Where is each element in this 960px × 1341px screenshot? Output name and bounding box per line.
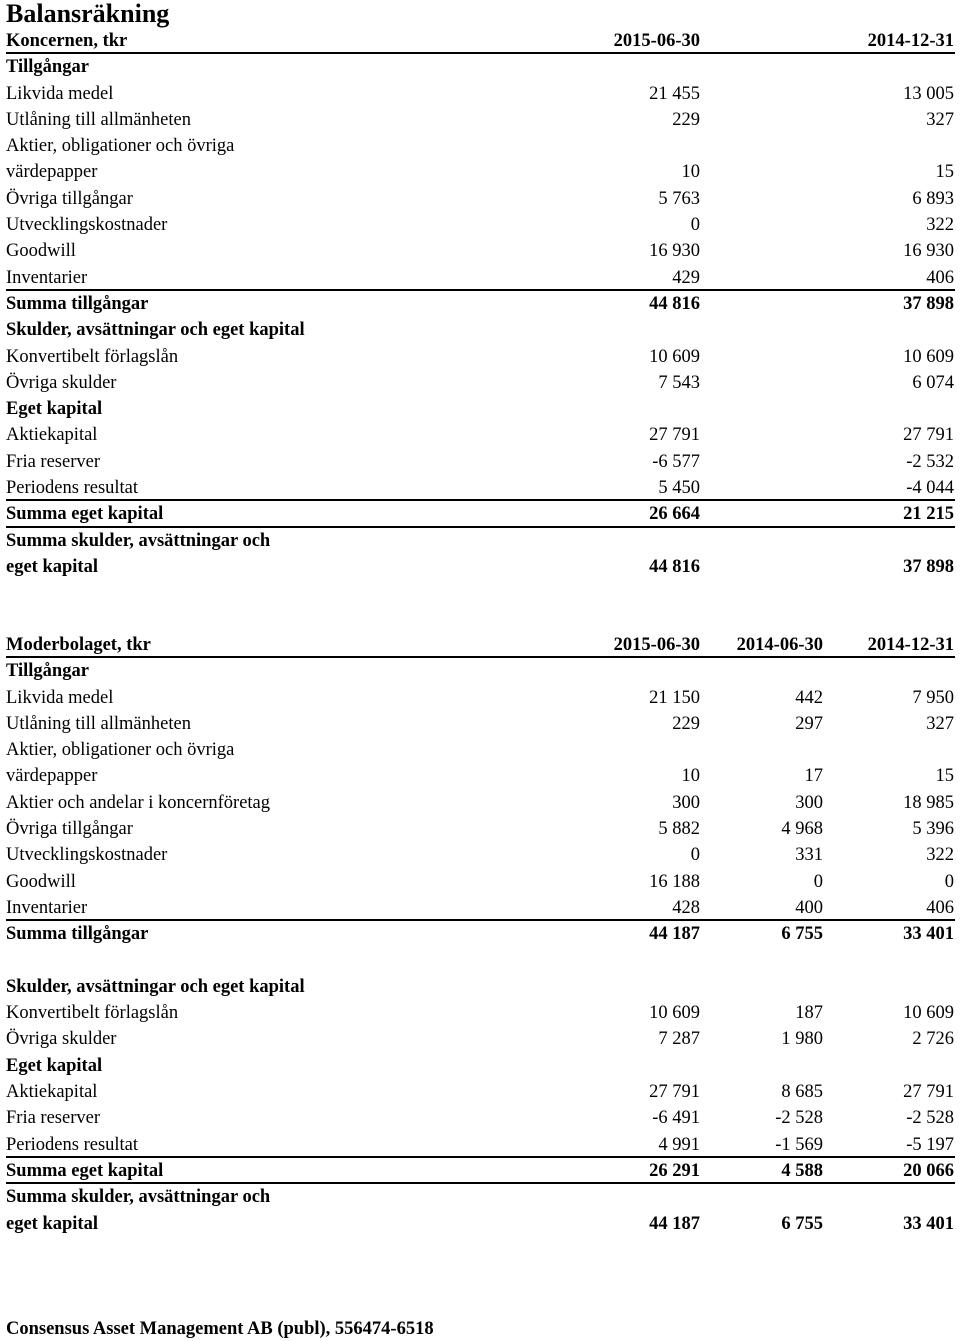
row-label: Konvertibelt förlagslån xyxy=(6,1003,179,1024)
row-value: 27 791 xyxy=(649,1082,700,1103)
row-value: 26 291 xyxy=(649,1160,700,1181)
row-value: 327 xyxy=(926,713,954,734)
table-row xyxy=(6,685,955,711)
row-label: Aktiekapital xyxy=(6,425,98,446)
table-row xyxy=(6,317,955,343)
column-header-date: 2015-06-30 xyxy=(613,635,700,655)
table-row xyxy=(6,869,955,895)
row-value: 6 893 xyxy=(912,188,954,209)
table-title: Koncernen, tkr xyxy=(6,31,128,51)
table-row xyxy=(6,974,955,1000)
row-value: 15 xyxy=(935,162,954,183)
row-label: Aktier, obligationer och övriga xyxy=(6,136,235,157)
row-value: 429 xyxy=(672,267,700,288)
row-value: 44 816 xyxy=(649,556,700,577)
row-value: 10 609 xyxy=(649,346,700,367)
row-value: 21 150 xyxy=(649,687,700,708)
row-value: 5 396 xyxy=(912,819,954,840)
row-label: Eget kapital xyxy=(6,1055,103,1076)
row-label: Summa tillgångar xyxy=(6,293,149,314)
table-row xyxy=(6,658,955,684)
row-value: 13 005 xyxy=(903,83,954,104)
row-value: -5 197 xyxy=(906,1134,954,1155)
row-label: Summa skulder, avsättningar och xyxy=(6,530,271,551)
row-label: Summa eget kapital xyxy=(6,1160,164,1181)
row-value: 300 xyxy=(795,792,823,813)
row-value: 4 968 xyxy=(781,819,823,840)
column-header-date: 2015-06-30 xyxy=(613,31,700,51)
table-row xyxy=(6,1000,955,1026)
table-row xyxy=(6,370,955,396)
row-label: Tillgångar xyxy=(6,661,89,682)
row-value: -2 528 xyxy=(775,1108,823,1129)
row-label: Summa tillgångar xyxy=(6,924,149,945)
row-label: Summa skulder, avsättningar och xyxy=(6,1187,271,1208)
table-row xyxy=(6,790,955,816)
koncern-balance-table xyxy=(6,28,955,580)
table-row xyxy=(6,344,955,370)
table-row xyxy=(6,816,955,842)
table-row xyxy=(6,212,955,238)
row-value: 322 xyxy=(926,215,954,236)
row-value: 187 xyxy=(795,1003,823,1024)
table-row xyxy=(6,842,955,868)
table-row xyxy=(6,1184,955,1210)
table-row xyxy=(6,475,955,501)
row-value: 33 401 xyxy=(903,1213,954,1234)
row-value: 16 930 xyxy=(903,241,954,262)
row-value: 16 188 xyxy=(649,871,700,892)
table-row xyxy=(6,81,955,107)
column-header-date: 2014-06-30 xyxy=(736,635,823,655)
row-value: 5 882 xyxy=(658,819,700,840)
row-value: 27 791 xyxy=(903,425,954,446)
row-value: 8 685 xyxy=(781,1082,823,1103)
row-label: Goodwill xyxy=(6,241,76,262)
row-label: Konvertibelt förlagslån xyxy=(6,346,179,367)
row-value: -6 491 xyxy=(652,1108,700,1129)
row-value: 10 609 xyxy=(903,1003,954,1024)
row-value: 0 xyxy=(690,845,700,866)
column-header-date: 2014-12-31 xyxy=(867,31,954,51)
column-header-date: 2014-12-31 xyxy=(867,635,954,655)
table-title: Moderbolaget, tkr xyxy=(6,635,151,655)
table-row xyxy=(6,396,955,422)
row-value: 0 xyxy=(690,215,700,236)
table-row xyxy=(6,422,955,448)
row-label: Övriga tillgångar xyxy=(6,188,133,209)
row-label: Fria reserver xyxy=(6,451,100,472)
row-label: Inventarier xyxy=(6,267,88,288)
table-row xyxy=(6,186,955,212)
row-label: Skulder, avsättningar och eget kapital xyxy=(6,320,305,341)
row-value: -4 044 xyxy=(906,478,954,499)
row-value: 16 930 xyxy=(649,241,700,262)
row-label: Aktiekapital xyxy=(6,1082,98,1103)
row-value: 6 755 xyxy=(781,1213,823,1234)
row-label: Inventarier xyxy=(6,897,88,918)
row-label: Övriga skulder xyxy=(6,372,117,393)
table-row xyxy=(6,1211,955,1237)
row-label: Likvida medel xyxy=(6,687,114,708)
table-row xyxy=(6,554,955,580)
table-row xyxy=(6,1079,955,1105)
row-label: eget kapital xyxy=(6,556,98,577)
row-value: 15 xyxy=(935,766,954,787)
table-header-row xyxy=(6,632,955,658)
row-value: 21 215 xyxy=(903,504,954,525)
row-value: 26 664 xyxy=(649,504,700,525)
row-label: Övriga tillgångar xyxy=(6,819,133,840)
row-value: 33 401 xyxy=(903,924,954,945)
row-value: 331 xyxy=(795,845,823,866)
row-label: eget kapital xyxy=(6,1213,98,1234)
row-value: 428 xyxy=(672,897,700,918)
row-value: 17 xyxy=(804,766,823,787)
row-label: Fria reserver xyxy=(6,1108,100,1129)
row-value: -2 532 xyxy=(906,451,954,472)
row-label: Aktier, obligationer och övriga xyxy=(6,740,235,761)
table-row xyxy=(6,1105,955,1131)
row-value: 442 xyxy=(795,687,823,708)
row-label: Summa eget kapital xyxy=(6,504,164,525)
table-row xyxy=(6,133,955,159)
row-value: 10 609 xyxy=(903,346,954,367)
row-value: 229 xyxy=(672,713,700,734)
row-value: 44 816 xyxy=(649,293,700,314)
table-row xyxy=(6,238,955,264)
row-value: 21 455 xyxy=(649,83,700,104)
row-value: 1 980 xyxy=(781,1029,823,1050)
table-row xyxy=(6,711,955,737)
row-value: 44 187 xyxy=(649,924,700,945)
row-label: Utlåning till allmänheten xyxy=(6,713,191,734)
row-label: Aktier och andelar i koncernföretag xyxy=(6,792,271,813)
row-value: 406 xyxy=(926,267,954,288)
row-value: 300 xyxy=(672,792,700,813)
table-header-row xyxy=(6,28,955,54)
table-row xyxy=(6,159,955,185)
row-label: Goodwill xyxy=(6,871,76,892)
row-value: 0 xyxy=(944,871,954,892)
table-row xyxy=(6,1158,955,1184)
table-row xyxy=(6,291,955,317)
table-row xyxy=(6,528,955,554)
row-label: värdepapper xyxy=(6,766,98,787)
table-row xyxy=(6,265,955,291)
row-value: 406 xyxy=(926,897,954,918)
row-value: 7 950 xyxy=(912,687,954,708)
row-value: 6 755 xyxy=(781,924,823,945)
row-value: 4 588 xyxy=(781,1160,823,1181)
row-value: 400 xyxy=(795,897,823,918)
row-value: -2 528 xyxy=(906,1108,954,1129)
table-row xyxy=(6,763,955,789)
row-value: 5 763 xyxy=(658,188,700,209)
table-row xyxy=(6,449,955,475)
row-value: 10 xyxy=(681,162,700,183)
row-value: 10 xyxy=(681,766,700,787)
row-value: -6 577 xyxy=(652,451,700,472)
row-label: Övriga skulder xyxy=(6,1029,117,1050)
row-value: 327 xyxy=(926,109,954,130)
table-row xyxy=(6,1053,955,1079)
row-value: 27 791 xyxy=(903,1082,954,1103)
row-value: 10 609 xyxy=(649,1003,700,1024)
table-row xyxy=(6,921,955,947)
row-value: 27 791 xyxy=(649,425,700,446)
row-value: 5 450 xyxy=(658,478,700,499)
blank-row xyxy=(6,948,955,974)
row-label: Tillgångar xyxy=(6,57,89,78)
row-value: 7 543 xyxy=(658,372,700,393)
row-label: Periodens resultat xyxy=(6,478,139,499)
row-label: Periodens resultat xyxy=(6,1134,139,1155)
row-label: Likvida medel xyxy=(6,83,114,104)
row-value: 37 898 xyxy=(903,293,954,314)
row-value: 44 187 xyxy=(649,1213,700,1234)
row-label: värdepapper xyxy=(6,162,98,183)
table-row xyxy=(6,501,955,527)
row-label: Utvecklingskostnader xyxy=(6,215,168,236)
table-row xyxy=(6,895,955,921)
row-value: 2 726 xyxy=(912,1029,954,1050)
row-label: Utvecklingskostnader xyxy=(6,845,168,866)
row-label: Skulder, avsättningar och eget kapital xyxy=(6,976,305,997)
table-row xyxy=(6,107,955,133)
table-row xyxy=(6,737,955,763)
row-value: 20 066 xyxy=(903,1160,954,1181)
row-value: 7 287 xyxy=(658,1029,700,1050)
table-row xyxy=(6,1026,955,1052)
moderbolag-balance-table xyxy=(6,632,955,1237)
row-value: 18 985 xyxy=(903,792,954,813)
row-value: -1 569 xyxy=(775,1134,823,1155)
page-title: Balansräkning xyxy=(6,0,170,28)
row-value: 0 xyxy=(813,871,823,892)
table-row xyxy=(6,54,955,80)
row-value: 322 xyxy=(926,845,954,866)
row-value: 297 xyxy=(795,713,823,734)
row-value: 4 991 xyxy=(658,1134,700,1155)
row-label: Eget kapital xyxy=(6,399,103,420)
row-value: 6 074 xyxy=(912,372,954,393)
row-value: 37 898 xyxy=(903,556,954,577)
company-footer: Consensus Asset Management AB (publ), 556474-6518 xyxy=(6,1319,434,1339)
row-value: 229 xyxy=(672,109,700,130)
row-label: Utlåning till allmänheten xyxy=(6,109,191,130)
table-row xyxy=(6,1132,955,1158)
